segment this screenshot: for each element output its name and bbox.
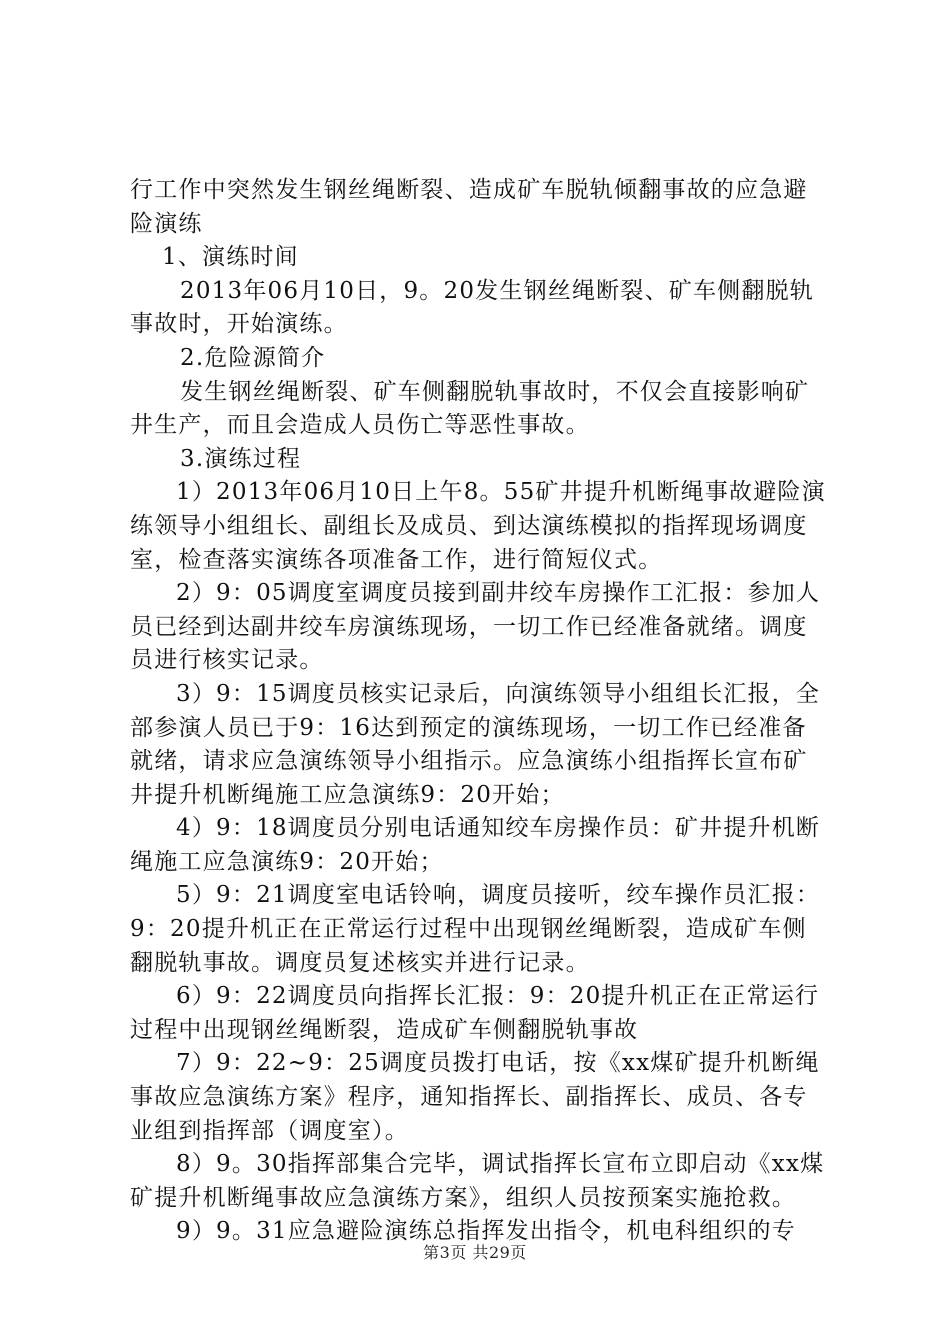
page-number-footer: 第3页 共29页 — [423, 1243, 527, 1262]
list-item: 9）9。31应急避险演练总指挥发出指令，机电科组织的专 — [176, 1218, 796, 1245]
paragraph-drill-time: 2013年06月10日，9。20发生钢丝绳断裂、矿车侧翻脱轨事故时，开始演练。 — [130, 277, 814, 338]
list-item: 4）9：18调度员分别电话通知绞车房操作员：矿井提升机断绳施工应急演练9：20开始； — [130, 815, 821, 875]
list-item: 8）9。30指挥部集合完毕，调试指挥长宣布立即启动《xx煤矿提升机断绳事故应急演练方案》，组织人员按预案实施抢救。 — [130, 1151, 825, 1211]
list-item: 3）9：15调度员核实记录后，向演练领导小组组长汇报，全部参演人员已于9：16达到预定的演练现场，一切工作已经准备就绪，请求应急演练领导小组指示。应急演练小组指挥长宣布矿井提升机断绳施工应急演练9：20开始； — [130, 680, 821, 808]
document-body — [130, 174, 830, 1249]
list-item: 1）2013年06月10日上午8。55矿井提升机断绳事故避险演练领导小组组长、副组长及成员、到达演练模拟的指挥现场调度室，检查落实演练各项准备工作，进行简短仪式。 — [130, 479, 826, 573]
list-item: 6）9：22调度员向指挥长汇报：9：20提升机正在正常运行过程中出现钢丝绳断裂，造成矿车侧翻脱轨事故 — [130, 983, 820, 1043]
paragraph-continuation: 行工作中突然发生钢丝绳断裂、造成矿车脱轨倾翻事故的应急避险演练 — [130, 177, 808, 237]
list-item: 5）9：21调度室电话铃响，调度员接听，绞车操作员汇报：9：20提升机正在正常运行过程中出现钢丝绳断裂，造成矿车侧翻脱轨事故。调度员复述核实并进行记录。 — [130, 882, 821, 976]
paragraph-hazard-intro: 发生钢丝绳断裂、矿车侧翻脱轨事故时，不仅会直接影响矿井生产，而且会造成人员伤亡等恶性事故。 — [130, 378, 810, 439]
heading-drill-time: 1、演练时间 — [162, 244, 299, 271]
heading-hazard-intro: 2.危险源简介 — [180, 344, 326, 371]
list-item: 7）9：22~9：25调度员拨打电话，按《xx煤矿提升机断绳事故应急演练方案》程序，通知指挥长、副指挥长、成员、各专业组到指挥部（调度室）。 — [130, 1050, 820, 1144]
list-item: 2）9：05调度室调度员接到副井绞车房操作工汇报：参加人员已经到达副井绞车房演练现场，一切工作已经准备就绪。调度员进行核实记录。 — [130, 580, 821, 674]
heading-drill-process: 3.演练过程 — [180, 445, 302, 472]
